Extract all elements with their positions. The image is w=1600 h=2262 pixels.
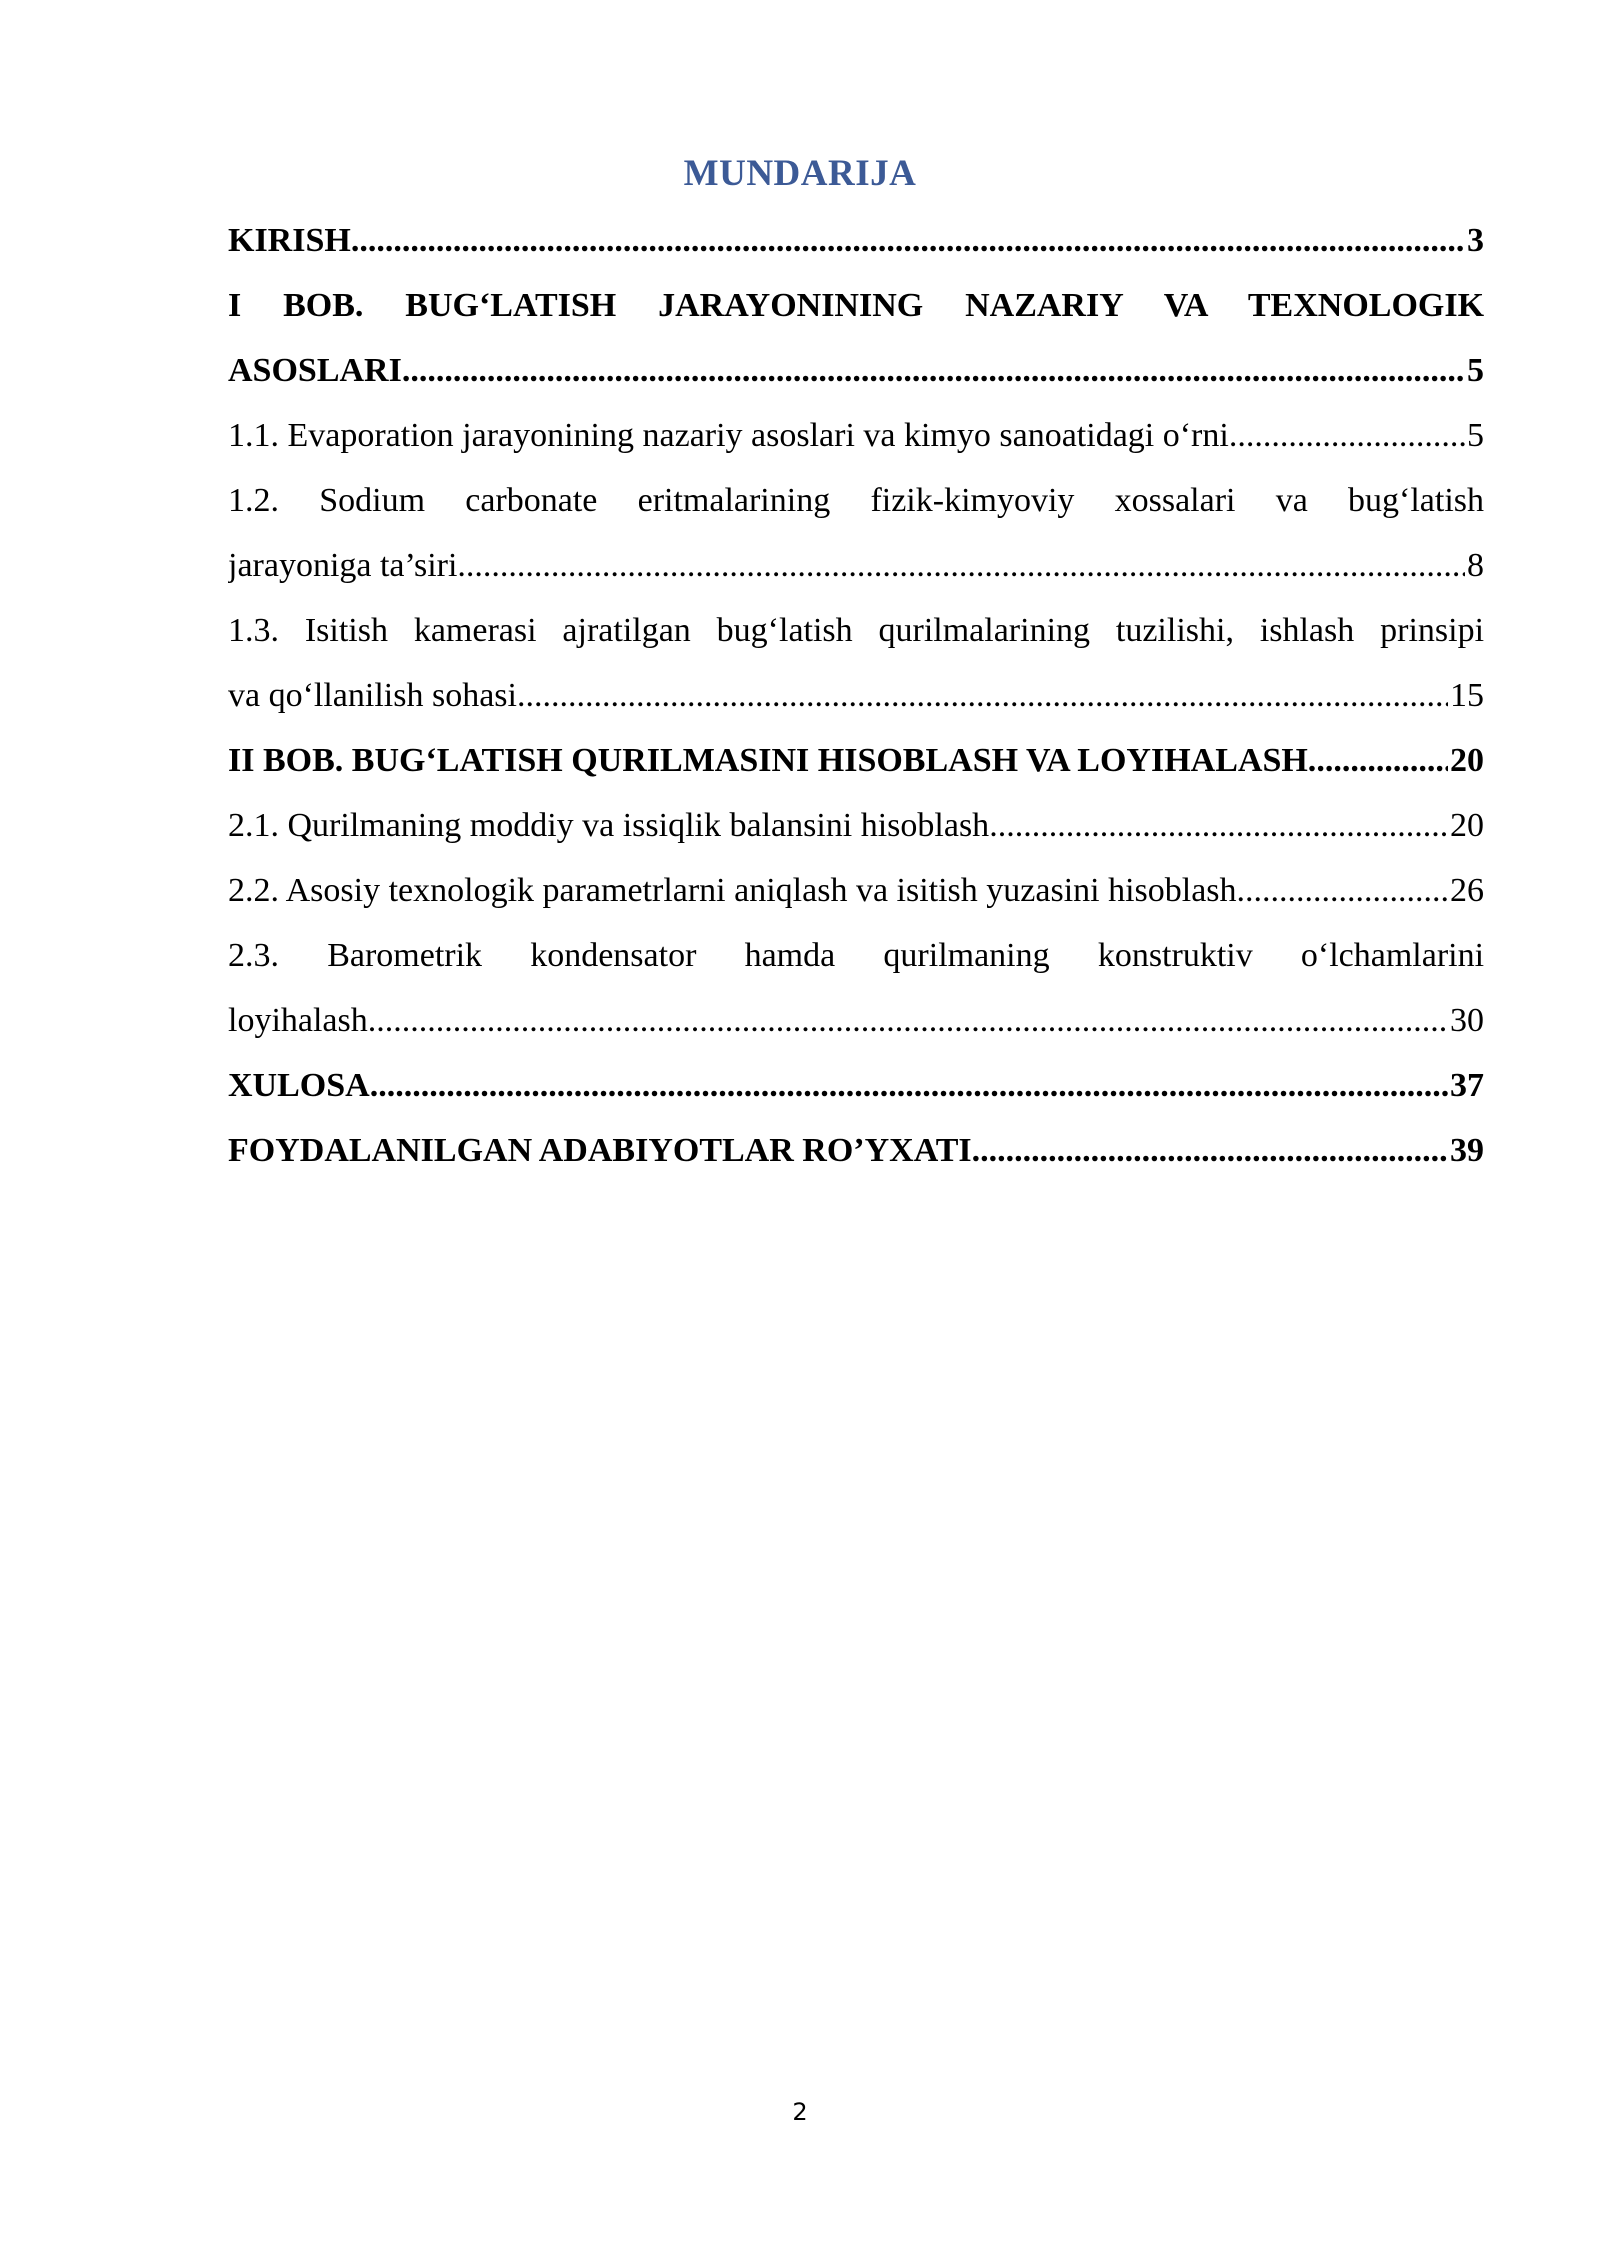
toc-entry-text: 1.1. Evaporation jarayonining nazariy asoslari va kimyo sanoatidagi o‘rni (228, 417, 1229, 454)
toc-entry-text: 2.1. Qurilmaning moddiy va issiqlik balansini hisoblash (228, 807, 990, 844)
toc-entry-first-line: I BOB. BUG‘LATISH JARAYONINING NAZARIY VA TEXNOLOGIK (228, 287, 1484, 324)
toc-entry-first-line: 1.2. Sodium carbonate eritmalarining fizik-kimyoviy xossalari va bug‘latish (228, 482, 1484, 519)
table-of-contents (228, 208, 1484, 1183)
dot-leader (972, 1118, 1448, 1183)
dot-leader (370, 1053, 1448, 1118)
toc-entry-page: 39 (1450, 1132, 1484, 1169)
toc-entry-page: 5 (1467, 352, 1484, 389)
toc-entry-xulosa[interactable] (228, 1053, 1484, 1118)
dot-leader (457, 533, 1465, 598)
dot-leader (368, 988, 1448, 1053)
toc-entry-text: 2.2. Asosiy texnologik parametrlarni aniqlash va isitish yuzasini hisoblash (228, 872, 1237, 909)
toc-entry-first-line: 2.3. Barometrik kondensator hamda qurilmaning konstruktiv o‘lchamlarini (228, 937, 1484, 974)
toc-entry-section-2-3[interactable] (228, 923, 1484, 1053)
toc-entry-page: 20 (1450, 742, 1484, 779)
toc-entry-text: loyihalash (228, 1002, 368, 1039)
toc-entry-page: 15 (1450, 677, 1484, 714)
toc-entry-page: 8 (1467, 547, 1484, 584)
toc-entry-page: 20 (1450, 807, 1484, 844)
dot-leader (351, 208, 1465, 273)
toc-entry-text: ASOSLARI (228, 352, 402, 389)
toc-entry-text: II BOB. BUG‘LATISH QURILMASINI HISOBLASH VA LOYIHALASH. (228, 742, 1317, 779)
toc-entry-text: va qo‘llanilish sohasi (228, 677, 517, 714)
dot-leader (1237, 858, 1448, 923)
toc-entry-section-1-1[interactable] (228, 403, 1484, 468)
toc-entry-kirish[interactable] (228, 208, 1484, 273)
toc-entry-text: KIRISH (228, 222, 351, 259)
toc-entry-chapter-1[interactable] (228, 273, 1484, 403)
page-number: 2 (792, 2098, 808, 2126)
dot-leader (1229, 403, 1465, 468)
toc-entry-page: 3 (1467, 222, 1484, 259)
toc-entry-page: 5 (1467, 417, 1484, 454)
toc-title: MUNDARIJA (683, 153, 917, 194)
toc-entry-chapter-2[interactable] (228, 728, 1484, 793)
dot-leader (989, 793, 1448, 858)
toc-entry-text: FOYDALANILGAN ADABIYOTLAR RO’YXATI (228, 1132, 972, 1169)
toc-entry-page: 26 (1450, 872, 1484, 909)
dot-leader (517, 663, 1448, 728)
toc-entry-page: 37 (1450, 1067, 1484, 1104)
dot-leader (1316, 728, 1448, 793)
toc-entry-text: XULOSA (228, 1067, 370, 1104)
toc-entry-section-1-2[interactable] (228, 468, 1484, 598)
dot-leader (402, 338, 1465, 403)
toc-entry-section-2-1[interactable] (228, 793, 1484, 858)
toc-entry-text: jarayoniga ta’siri (228, 547, 458, 584)
toc-entry-section-2-2[interactable] (228, 858, 1484, 923)
toc-entry-section-1-3[interactable] (228, 598, 1484, 728)
toc-entry-page: 30 (1450, 1002, 1484, 1039)
toc-entry-bibliography[interactable] (228, 1118, 1484, 1183)
toc-entry-first-line: 1.3. Isitish kamerasi ajratilgan bug‘latish qurilmalarining tuzilishi, ishlash prinsipi (228, 612, 1484, 649)
